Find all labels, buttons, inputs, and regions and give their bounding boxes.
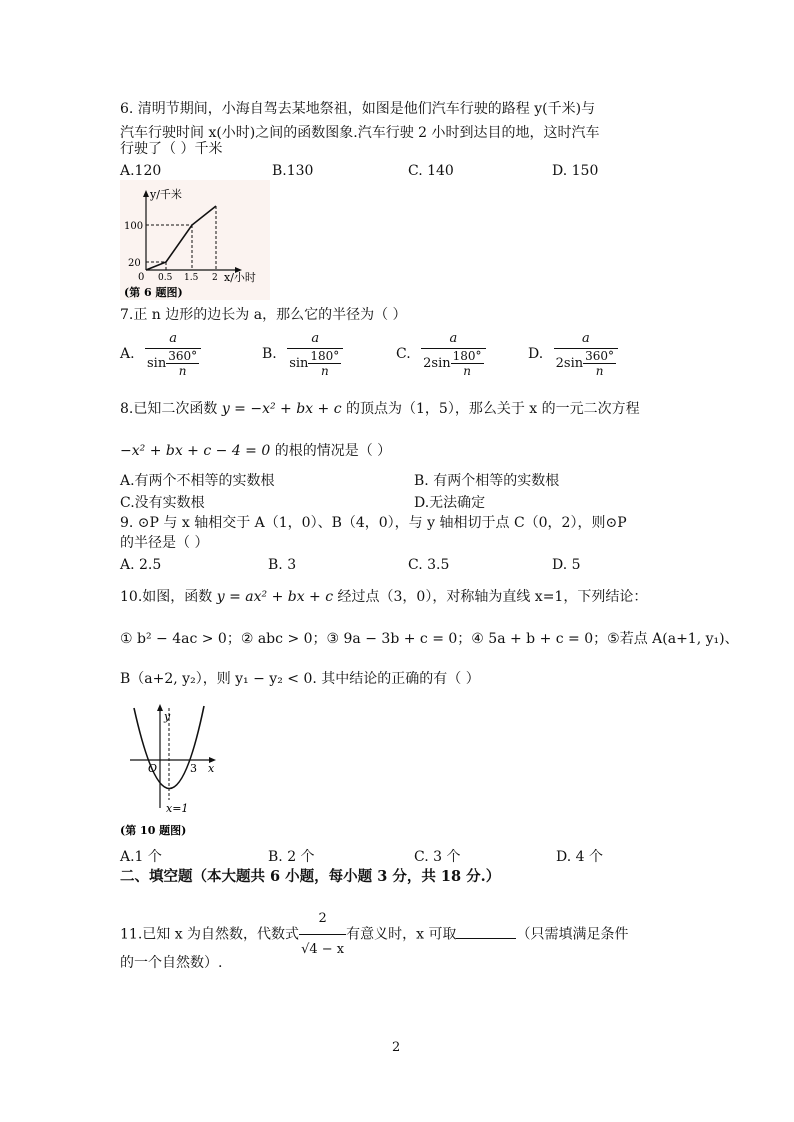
q7-a-prefix: sin — [147, 356, 167, 371]
q7-option-d[interactable] — [528, 330, 618, 378]
q7-stem: 7.正 n 边形的边长为 a，那么它的半径为（ ） — [120, 307, 407, 323]
q7-d-angle: 360° — [585, 349, 615, 363]
q7-b-angle: 180° — [310, 349, 340, 363]
q10-line1-a: 10.如图，函数 — [120, 589, 217, 605]
q6-origin: 0 — [138, 272, 145, 283]
q6-option-a[interactable]: A.120 — [120, 163, 162, 179]
q7-option-a-label: A. — [120, 346, 135, 362]
q7-c-n: n — [463, 364, 471, 378]
q8-line2 — [120, 442, 391, 460]
page-number: 2 — [392, 1040, 401, 1055]
q7-d-numerator: a — [581, 331, 590, 346]
q7-c-numerator: a — [449, 331, 458, 346]
q8-option-d[interactable]: D.无法确定 — [414, 495, 486, 511]
q6-x-tick-2: 2 — [212, 273, 218, 283]
q7-option-d-label: D. — [528, 346, 544, 362]
q11-text-b: 有意义时，x 可取 — [346, 926, 457, 943]
q8-line2-b: 的根的情况是（ ） — [270, 443, 392, 459]
q10-line1 — [120, 588, 647, 606]
q6-line1: 6. 清明节期间，小海自驾去某地祭祖，如图是他们汽车行驶的路程 y(千米)与 — [120, 101, 596, 117]
q11-text-c: （只需填满足条件 — [516, 926, 629, 943]
q11-frac-num: 2 — [318, 911, 327, 926]
q7-d-n: n — [595, 364, 604, 378]
q8-line1-b: 的顶点为（1，5），那么关于 x 的一元二次方程 — [341, 401, 640, 417]
q8-option-a[interactable]: A.有两个不相等的实数根 — [120, 473, 275, 489]
q9-option-a[interactable]: A. 2.5 — [120, 557, 162, 573]
q6-option-d[interactable]: D. 150 — [552, 163, 599, 179]
q6-y-tick-20: 20 — [128, 258, 141, 269]
q10-line3: B（a+2, y₂），则 y₁ − y₂ < 0. 其中结论的正确的有（ ） — [120, 671, 480, 687]
q8-option-c[interactable]: C.没有实数根 — [120, 495, 205, 511]
q10-caption: (第 10 题图) — [120, 824, 187, 837]
q6-graph-figure — [120, 180, 270, 300]
q10-line2: ① b² − 4ac > 0；② abc > 0；③ 9a − 3b + c = 0；④ 5a + b + c = 0；⑤若点 A(a+1, y₁)、 — [120, 631, 739, 647]
q6-caption: (第 6 题图) — [124, 286, 183, 299]
q7-option-c[interactable] — [396, 330, 486, 378]
q7-a-numerator: a — [169, 331, 177, 346]
q11-text-a: 11.已知 x 为自然数，代数式 — [120, 926, 300, 943]
q7-option-a[interactable] — [120, 330, 201, 378]
q8-formula1: y = −x² + bx + c — [221, 401, 342, 417]
q7-option-c-label: C. — [396, 346, 411, 362]
q10-line1-b: 经过点（3，0），对称轴为直线 x=1，下列结论： — [333, 589, 648, 605]
q7-d-prefix: 2sin — [555, 356, 584, 371]
q9-option-d[interactable]: D. 5 — [552, 557, 581, 573]
q7-option-b[interactable] — [262, 330, 343, 378]
q6-option-c[interactable]: C. 140 — [408, 163, 454, 179]
q9-line2: 的半径是（ ） — [120, 535, 209, 551]
q7-a-angle: 360° — [168, 349, 198, 363]
q7-c-prefix: 2sin — [423, 356, 451, 371]
q9-option-b[interactable]: B. 3 — [268, 557, 297, 573]
q7-b-prefix: sin — [289, 356, 309, 371]
q9-line1: 9. ⊙P 与 x 轴相交于 A（1，0）、B（4，0），与 y 轴相切于点 C（0，2），则⊙P — [120, 515, 627, 531]
q10-option-b[interactable]: B. 2 个 — [268, 849, 315, 865]
q8-formula2: −x² + bx + c − 4 = 0 — [120, 443, 271, 459]
q10-axis-label: x=1 — [166, 802, 189, 815]
q6-line3: 行驶了（ ）千米 — [120, 141, 223, 157]
q10-option-d[interactable]: D. 4 个 — [556, 849, 603, 865]
q7-c-angle: 180° — [452, 349, 482, 363]
q6-x-tick-15: 1.5 — [184, 273, 199, 283]
q10-y-label: y — [164, 710, 171, 723]
q6-x-tick-05: 0.5 — [158, 273, 173, 283]
q9-option-c[interactable]: C. 3.5 — [408, 557, 450, 573]
q7-a-n: n — [178, 364, 187, 378]
section-fill-in-heading: 二、填空题（本大题共 6 小题，每小题 3 分，共 18 分.） — [120, 868, 501, 885]
q10-x-label: x — [208, 762, 215, 775]
q11-line2: 的一个自然数）. — [120, 955, 223, 971]
q6-x-label: x/小时 — [224, 271, 256, 284]
q7-option-b-label: B. — [262, 346, 277, 362]
q8-option-b[interactable]: B. 有两个相等的实数根 — [414, 473, 560, 489]
q11-frac-den: √4 − x — [299, 934, 346, 965]
q10-formula: y = ax² + bx + c — [216, 589, 334, 605]
q10-option-a[interactable]: A.1 个 — [120, 849, 162, 865]
q10-origin: O — [148, 762, 158, 775]
q10-option-c[interactable]: C. 3 个 — [414, 849, 461, 865]
q10-parabola-figure — [120, 700, 230, 840]
q6-line2: 汽车行驶时间 x(小时)之间的函数图象.汽车行驶 2 小时到达目的地，这时汽车 — [120, 125, 600, 141]
q11-fraction — [299, 904, 346, 965]
q8-line1-a: 8.已知二次函数 — [120, 401, 222, 417]
q11-answer-blank[interactable] — [456, 924, 516, 939]
q7-b-numerator: a — [311, 331, 320, 346]
q6-option-b[interactable]: B.130 — [272, 163, 314, 179]
q10-x-tick-3: 3 — [190, 762, 197, 775]
q8-line1 — [120, 400, 640, 418]
q6-y-tick-100: 100 — [124, 221, 144, 232]
q7-b-n: n — [320, 364, 329, 378]
q6-y-label: y/千米 — [150, 188, 182, 201]
